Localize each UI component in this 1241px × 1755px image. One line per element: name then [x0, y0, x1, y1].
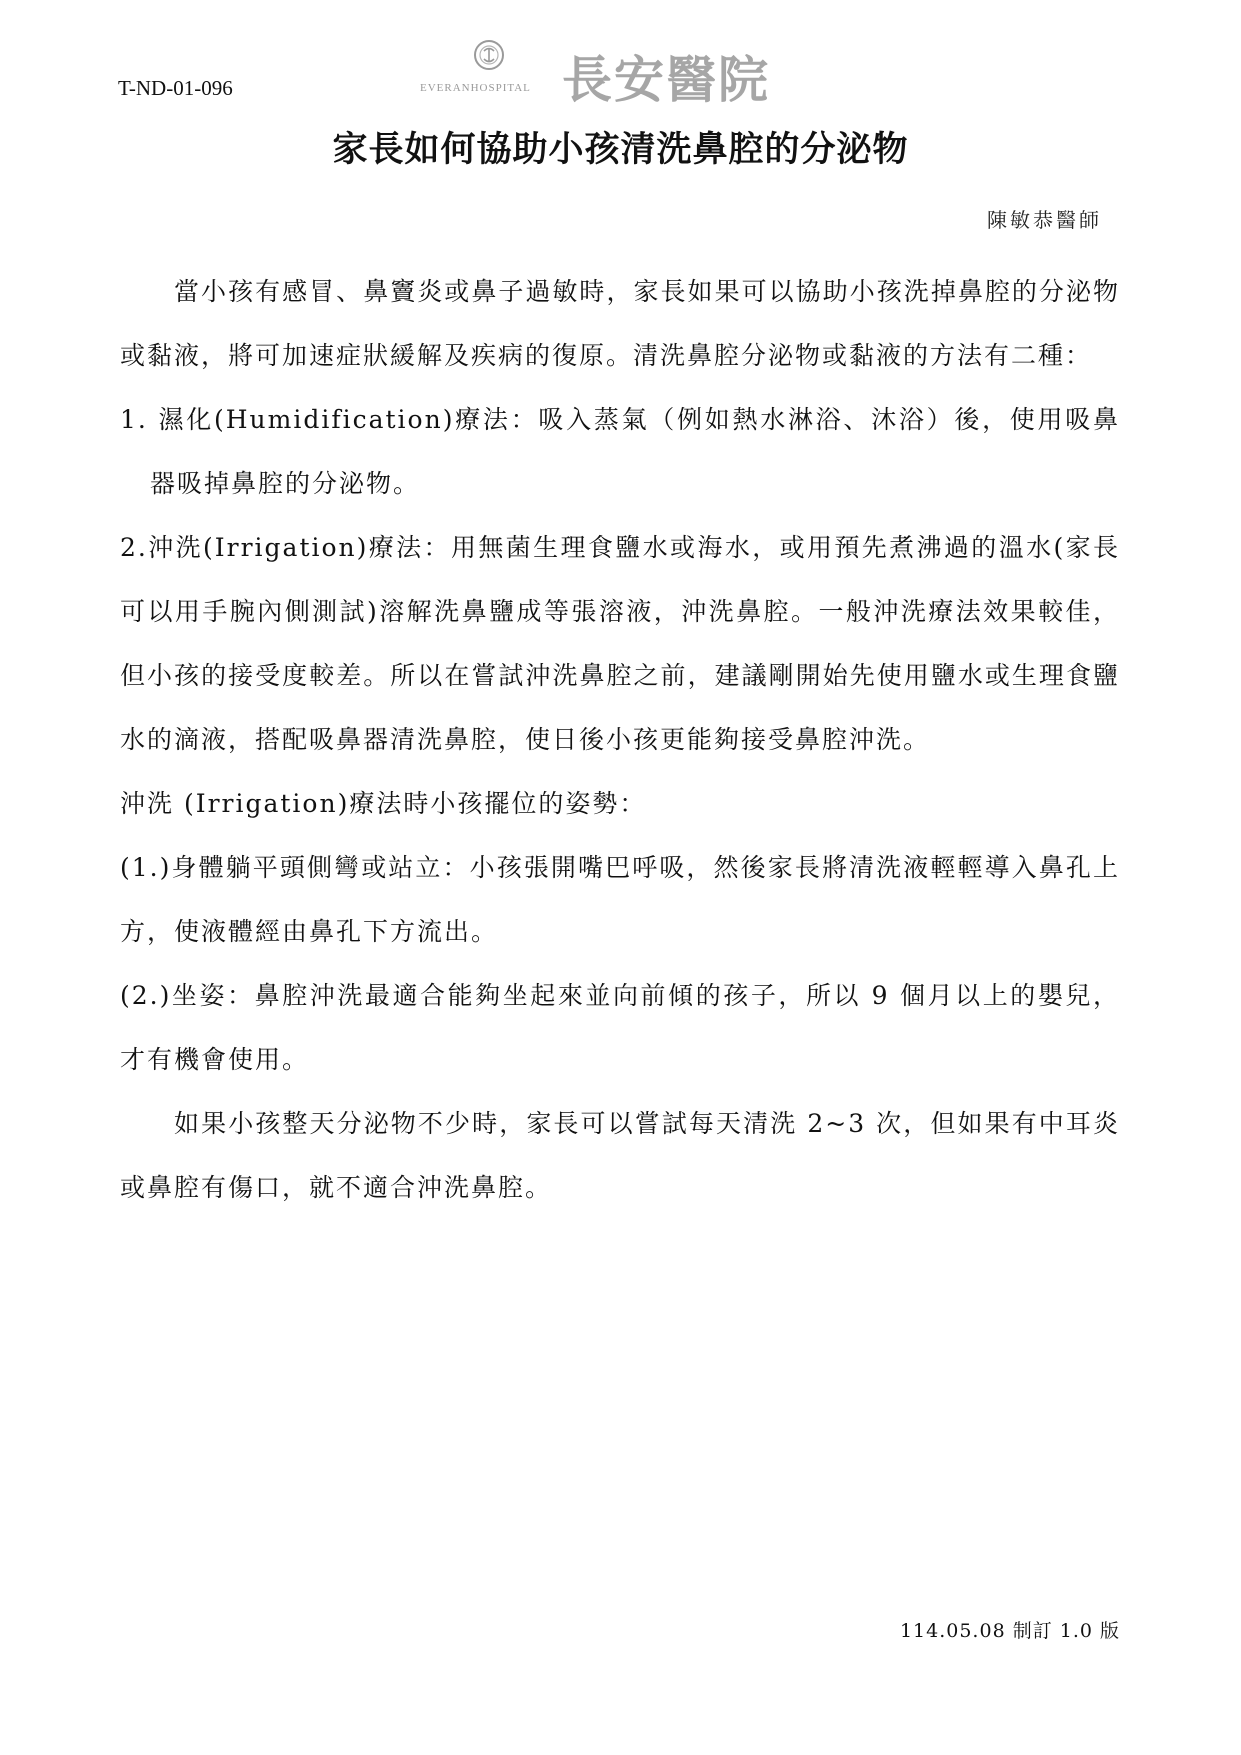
document-body [120, 260, 1120, 1220]
intro-paragraph: 當小孩有感冒、鼻竇炎或鼻子過敏時，家長如果可以協助小孩洗掉鼻腔的分泌物或黏液，將可加速症狀緩解及疾病的復原。清洗鼻腔分泌物或黏液的方法有二種： [120, 277, 1120, 370]
document-title: 家長如何協助小孩清洗鼻腔的分泌物 [332, 130, 909, 170]
revision-footer: 114.05.08 制訂 1.0 版 [899, 1620, 1120, 1642]
frequency-paragraph: 如果小孩整天分泌物不少時，家長可以嘗試每天清洗 2~3 次，但如果有中耳炎或鼻腔有傷口，就不適合沖洗鼻腔。 [120, 1109, 1120, 1202]
method-humidification: 1. 濕化(Humidification)療法：吸入蒸氣（例如熱水淋浴、沐浴）後，使用吸鼻器吸掉鼻腔的分泌物。 [120, 405, 1120, 498]
positions-heading: 沖洗 (Irrigation)療法時小孩擺位的姿勢： [120, 789, 647, 818]
logo-english-name: EVERANHOSPITAL [420, 82, 531, 94]
position-lying-standing: (1.)身體躺平頭側彎或站立：小孩張開嘴巴呼吸，然後家長將清洗液輕輕導入鼻孔上方，使液體經由鼻孔下方流出。 [120, 853, 1120, 946]
hospital-logo [420, 38, 820, 109]
everan-hospital-emblem-icon [472, 38, 506, 72]
method-irrigation: 2.沖洗(Irrigation)療法：用無菌生理食鹽水或海水，或用預先煮沸過的溫水(家長可以用手腕內側測試)溶解洗鼻鹽成等張溶液，沖洗鼻腔。一般沖洗療法效果較佳，但小孩的接受度較差。所以在嘗試沖洗鼻腔之前，建議剛開始先使用鹽水或生理食鹽水的滴液，搭配吸鼻器清洗鼻腔，使日後小孩更能夠接受鼻腔沖洗。 [120, 533, 1120, 754]
author-name: 陳敏恭醫師 [987, 208, 1102, 232]
logo-chinese-name: 長安醫院 [562, 51, 770, 109]
document-code: T-ND-01-096 [118, 76, 233, 100]
position-sitting: (2.)坐姿：鼻腔沖洗最適合能夠坐起來並向前傾的孩子，所以 9 個月以上的嬰兒，才有機會使用。 [120, 981, 1120, 1074]
